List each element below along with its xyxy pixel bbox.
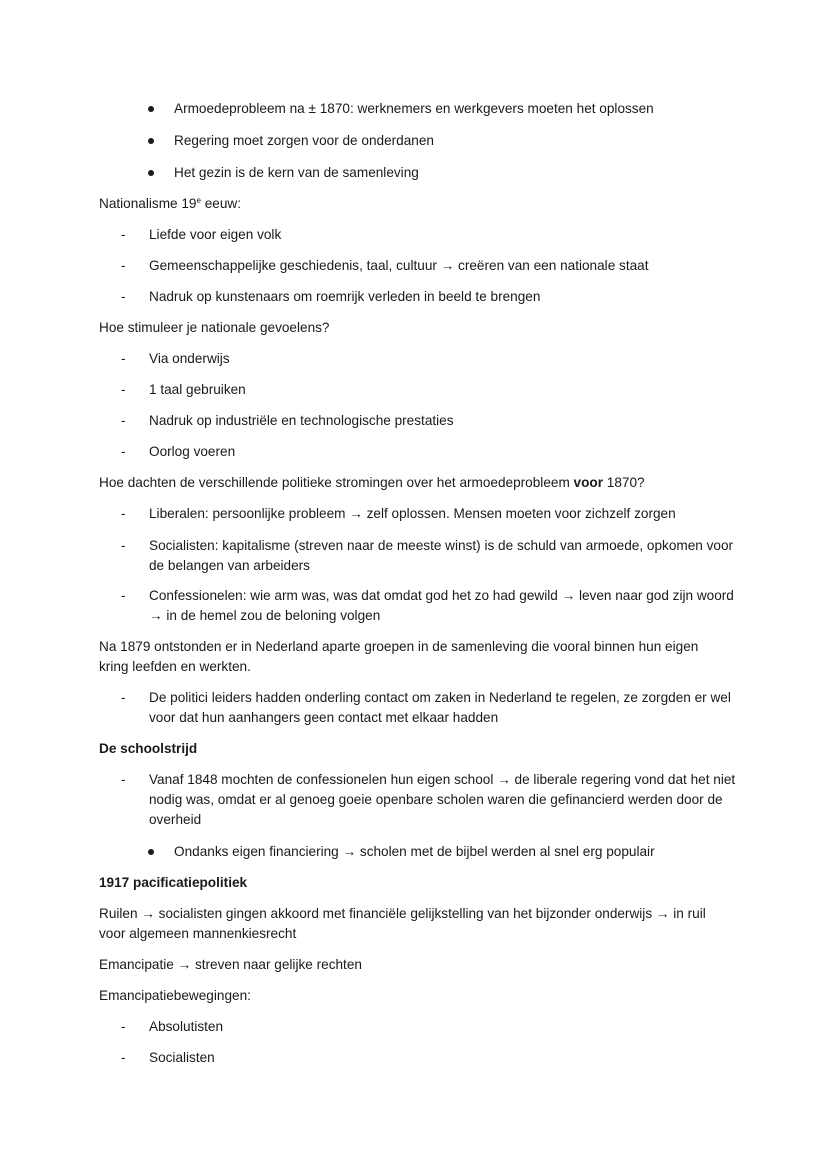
list-item-text: Liefde voor eigen volk	[149, 227, 282, 242]
bullet-icon	[148, 170, 154, 176]
list-item-text: Confessionelen: wie arm was, was dat omdat god het zo had gewild → leven naar god zijn woord → in de hemel zou de beloning volgen	[149, 588, 734, 623]
dash-marker: -	[121, 1019, 126, 1034]
bullet-icon	[148, 138, 154, 144]
dash-marker: -	[121, 289, 126, 304]
list-item-text: Socialisten: kapitalisme (streven naar de meeste winst) is de schuld van armoede, opkomen voor de belangen van arbeiders	[149, 538, 734, 573]
list-item-text: Socialisten	[149, 1050, 215, 1065]
dash-marker: -	[121, 772, 126, 787]
politics-heading: Hoe dachten de verschillende politieke stromingen over het armoedeprobleem voor 1870?	[99, 475, 645, 490]
schoolstrijd-heading: De schoolstrijd	[99, 741, 198, 756]
dash-marker: -	[121, 413, 126, 428]
dash-marker: -	[121, 351, 126, 366]
emancipation-heading: Emancipatiebewegingen:	[99, 988, 251, 1003]
dash-marker: -	[121, 444, 126, 459]
pillarization-paragraph: Na 1879 ontstonden er in Nederland aparte groepen in de samenleving die vooral binnen hun eigen kring leefden en werkten.	[99, 639, 699, 674]
list-item-text: De politici leiders hadden onderling contact om zaken in Nederland te regelen, ze zorgden er wel voor dat hun aanhangers geen contact met elkaar hadden	[149, 690, 731, 725]
list-item-text: Via onderwijs	[149, 351, 230, 366]
list-item-text: 1 taal gebruiken	[149, 382, 246, 397]
dash-marker: -	[121, 588, 126, 603]
emancipation-paragraph: Emancipatie → streven naar gelijke rechten	[99, 957, 362, 972]
pacification-heading: 1917 pacificatiepolitiek	[99, 875, 248, 890]
list-item-text: Nadruk op industriële en technologische prestaties	[149, 413, 454, 428]
list-item-text: Regering moet zorgen voor de onderdanen	[174, 133, 434, 148]
list-item-text: Absolutisten	[149, 1019, 224, 1034]
dash-marker: -	[121, 258, 126, 273]
list-item-text: Liberalen: persoonlijke probleem → zelf oplossen. Mensen moeten voor zichzelf zorgen	[149, 506, 676, 521]
dash-marker: -	[121, 227, 126, 242]
list-item-text: Armoedeprobleem na ± 1870: werknemers en werkgevers moeten het oplossen	[174, 101, 654, 116]
list-item-text: Gemeenschappelijke geschiedenis, taal, cultuur → creëren van een nationale staat	[149, 258, 649, 273]
list-item-text: Ondanks eigen financiering → scholen met de bijbel werden al snel erg populair	[174, 844, 655, 859]
dash-marker: -	[121, 506, 126, 521]
dash-marker: -	[121, 690, 126, 705]
bullet-icon	[148, 849, 154, 855]
list-item-text: Nadruk op kunstenaars om roemrijk verleden in beeld te brengen	[149, 289, 541, 304]
dash-marker: -	[121, 382, 126, 397]
dash-marker: -	[121, 1050, 126, 1065]
nationalism-heading: Nationalisme 19e eeuw:	[99, 196, 241, 211]
bullet-icon	[148, 106, 154, 112]
list-item-text: Oorlog voeren	[149, 444, 236, 459]
pacification-paragraph: Ruilen → socialisten gingen akkoord met financiële gelijkstelling van het bijzonder onderwijs → in ruil voor algemeen mannenkiesrecht	[99, 906, 706, 941]
list-item-text: Het gezin is de kern van de samenleving	[174, 165, 419, 180]
stimulate-heading: Hoe stimuleer je nationale gevoelens?	[99, 320, 330, 335]
dash-marker: -	[121, 538, 126, 553]
list-item-text: Vanaf 1848 mochten de confessionelen hun eigen school → de liberale regering vond dat het niet nodig was, omdat er al genoeg goeie openbare scholen waren die gefinancierd werden door de overheid	[149, 772, 736, 827]
